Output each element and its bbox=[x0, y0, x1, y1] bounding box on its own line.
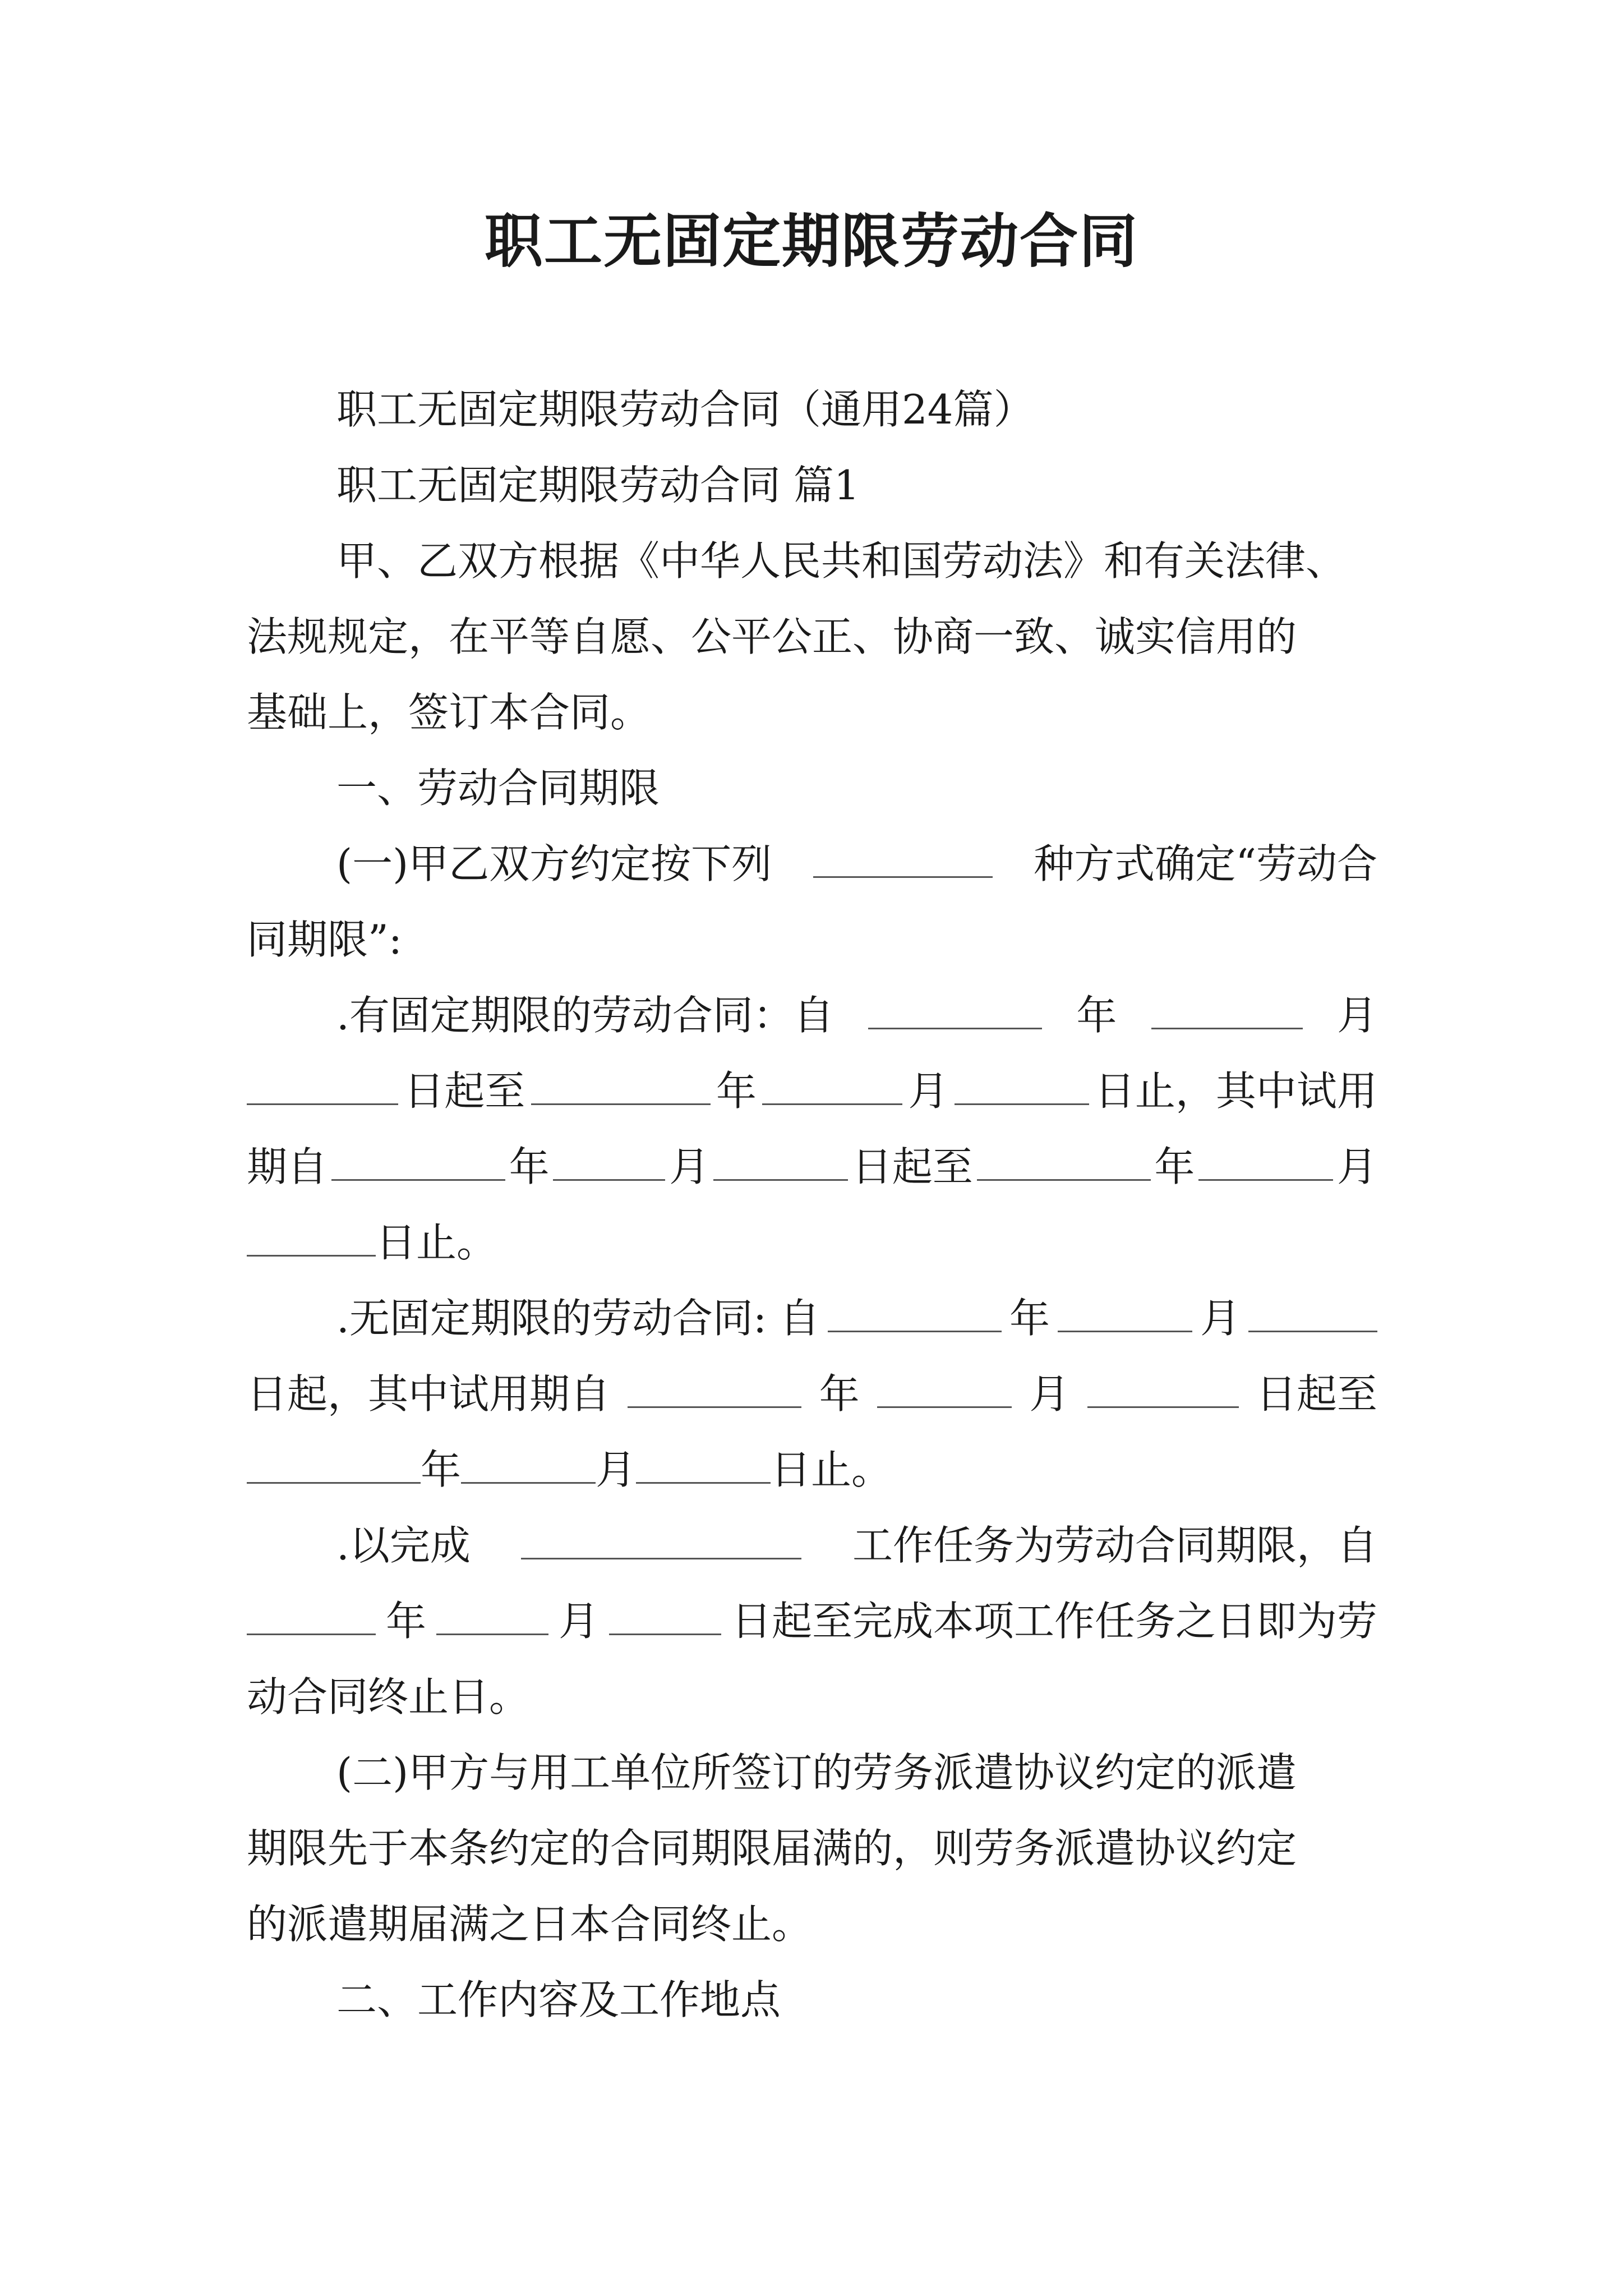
fill-blank[interactable] bbox=[247, 1216, 376, 1257]
fill-blank[interactable] bbox=[531, 1064, 711, 1105]
text-segment: 月 bbox=[1336, 1143, 1377, 1190]
text-segment: 年 bbox=[421, 1446, 462, 1493]
text-segment: 日起至 bbox=[404, 1068, 525, 1115]
paragraph-line bbox=[247, 1139, 1377, 1195]
text-segment: 日起至 bbox=[1256, 1370, 1377, 1418]
text-segment: 年 bbox=[1076, 992, 1117, 1039]
text-segment: 年 bbox=[819, 1370, 860, 1418]
paragraph-line bbox=[336, 1290, 1377, 1346]
document-title: 职工无固定期限劳动合同 bbox=[484, 206, 1138, 275]
paragraph-line: 的派遣期届满之日本合同终止。 bbox=[247, 1901, 813, 1948]
fill-blank[interactable] bbox=[331, 1140, 505, 1181]
fill-blank[interactable] bbox=[609, 1594, 721, 1635]
text-segment: 月 bbox=[596, 1446, 637, 1493]
text-segment: 日起至完成本项工作任务之日即为劳 bbox=[731, 1598, 1377, 1645]
fill-blank[interactable] bbox=[713, 1140, 848, 1181]
fill-blank[interactable] bbox=[762, 1064, 902, 1105]
fill-blank[interactable] bbox=[1248, 1291, 1377, 1332]
text-segment: 日止。 bbox=[771, 1446, 892, 1493]
text-segment: .无固定期限的劳动合同: 自 bbox=[336, 1295, 820, 1342]
paragraph-line bbox=[336, 987, 1377, 1043]
paragraph-line: 期限先于本条约定的合同期限届满的，则劳务派遣协议约定 bbox=[247, 1825, 1297, 1872]
text-segment: 日起至 bbox=[851, 1143, 973, 1190]
fill-blank[interactable] bbox=[977, 1140, 1151, 1181]
paragraph-line: 甲、乙双方根据《中华人民共和国劳动法》和有关法律、 bbox=[336, 537, 1347, 585]
paragraph-line: 同期限”: bbox=[247, 916, 403, 963]
section-heading: 职工无固定期限劳动合同 篇1 bbox=[336, 462, 860, 509]
fill-blank[interactable] bbox=[828, 1291, 1002, 1332]
text-segment: 月 bbox=[1336, 992, 1377, 1039]
text-segment: 月 bbox=[1029, 1370, 1070, 1418]
paragraph-line bbox=[247, 1063, 1377, 1119]
clause-heading: 一、劳动合同期限 bbox=[336, 765, 660, 812]
paragraph-line bbox=[247, 1442, 892, 1498]
fill-blank[interactable] bbox=[461, 1443, 596, 1484]
paragraph-line bbox=[247, 1593, 1377, 1649]
text-segment: 年 bbox=[385, 1598, 426, 1645]
paragraph-line: 基础上，签订本合同。 bbox=[247, 689, 651, 736]
text-segment: 种方式确定“劳动合 bbox=[1034, 840, 1377, 887]
text-segment: 日止。 bbox=[376, 1219, 497, 1266]
text-segment: 月 bbox=[558, 1598, 599, 1645]
clause-heading: 二、工作内容及工作地点 bbox=[336, 1976, 781, 2023]
text-segment: 年 bbox=[1009, 1295, 1050, 1342]
text-segment: 月 bbox=[1200, 1295, 1241, 1342]
paragraph-line bbox=[247, 1366, 1377, 1422]
text-segment: 月 bbox=[908, 1068, 949, 1115]
text-segment: .以完成 bbox=[336, 1522, 471, 1569]
text-segment: 工作任务为劳动合同期限，自 bbox=[852, 1522, 1377, 1569]
text-segment: .有固定期限的劳动合同：自 bbox=[336, 992, 834, 1039]
paragraph-line: (二)甲方与用工单位所签订的劳务派遣协议约定的派遣 bbox=[336, 1749, 1297, 1796]
fill-blank[interactable] bbox=[247, 1594, 376, 1635]
text-segment: 期自 bbox=[247, 1143, 328, 1190]
fill-blank[interactable] bbox=[1151, 988, 1303, 1029]
fill-blank[interactable] bbox=[636, 1443, 771, 1484]
text-segment: 年 bbox=[1154, 1143, 1195, 1190]
fill-blank[interactable] bbox=[813, 837, 993, 878]
fill-blank[interactable] bbox=[553, 1140, 665, 1181]
text-segment: (一)甲乙双方约定按下列 bbox=[336, 840, 772, 887]
fill-blank[interactable] bbox=[628, 1367, 801, 1408]
fill-blank[interactable] bbox=[1058, 1291, 1192, 1332]
text-segment: 日止，其中试用 bbox=[1094, 1068, 1377, 1115]
paragraph-line bbox=[336, 836, 1377, 892]
fill-blank[interactable] bbox=[868, 988, 1042, 1029]
fill-blank[interactable] bbox=[1087, 1367, 1239, 1408]
fill-blank[interactable] bbox=[955, 1064, 1089, 1105]
paragraph-line: 法规规定，在平等自愿、公平公正、协商一致、诚实信用的 bbox=[247, 613, 1297, 660]
text-segment: 日起，其中试用期自 bbox=[247, 1370, 611, 1418]
fill-blank[interactable] bbox=[877, 1367, 1012, 1408]
text-segment: 年 bbox=[509, 1143, 550, 1190]
paragraph-line bbox=[247, 1214, 497, 1271]
fill-blank[interactable] bbox=[1198, 1140, 1333, 1181]
paragraph-line: 动合同终止日。 bbox=[247, 1673, 530, 1720]
fill-blank[interactable] bbox=[436, 1594, 548, 1635]
paragraph-line bbox=[336, 1517, 1377, 1573]
text-segment: 月 bbox=[669, 1143, 710, 1190]
text-segment: 年 bbox=[716, 1068, 757, 1115]
fill-blank[interactable] bbox=[247, 1064, 398, 1105]
fill-blank[interactable] bbox=[247, 1443, 421, 1484]
subtitle-line: 职工无固定期限劳动合同（通用24篇） bbox=[336, 386, 1034, 433]
fill-blank[interactable] bbox=[521, 1519, 801, 1559]
